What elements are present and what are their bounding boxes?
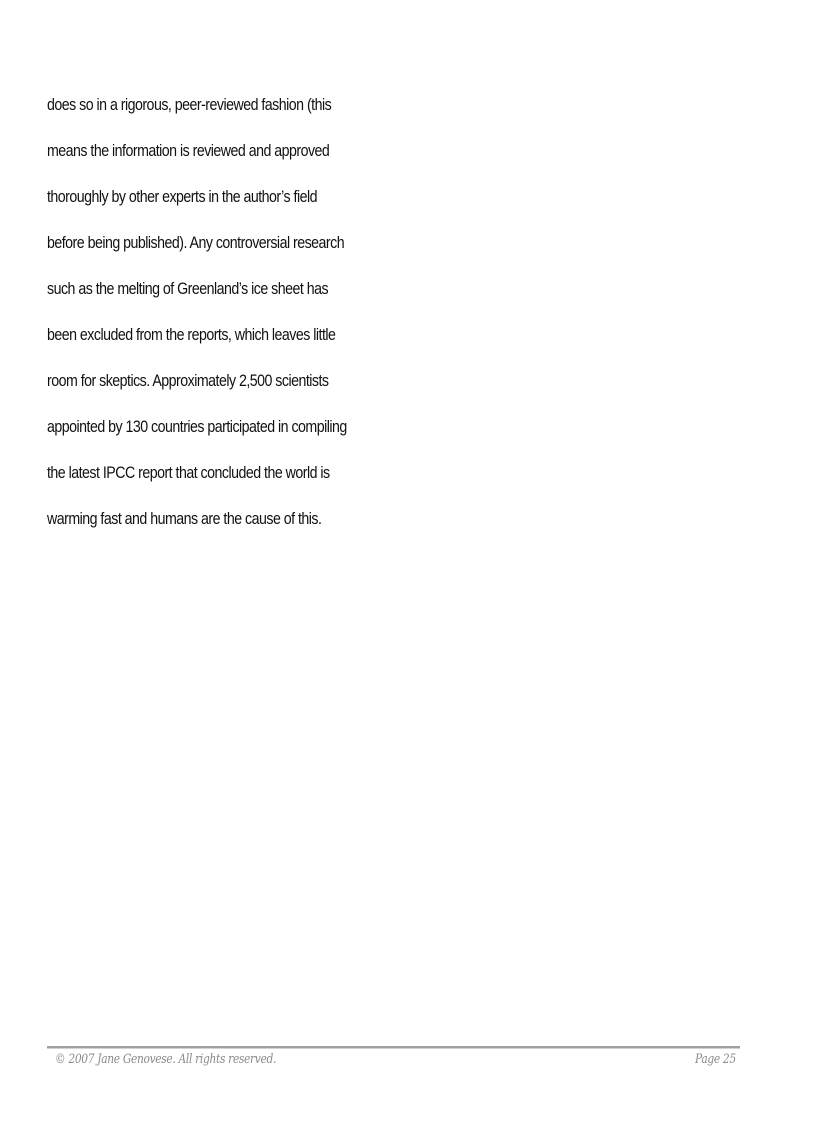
footer-copyright: © 2007 Jane Genovese. All rights reserved.	[55, 1052, 277, 1067]
paragraph-line: does so in a rigorous, peer-reviewed fashion (this	[47, 96, 332, 114]
body-paragraph	[47, 88, 427, 548]
page-number: Page 25	[695, 1052, 736, 1067]
paragraph-line: such as the melting of Greenland’s ice sheet has	[47, 280, 329, 298]
paragraph-line: thoroughly by other experts in the author’s field	[47, 188, 317, 206]
paragraph-line: warming fast and humans are the cause of this.	[47, 510, 322, 528]
paragraph-line: appointed by 130 countries participated in compiling	[47, 418, 347, 436]
paragraph-line: been excluded from the reports, which leaves little	[47, 326, 336, 344]
footer-divider	[47, 1046, 740, 1049]
paragraph-line: room for skeptics. Approximately 2,500 scientists	[47, 372, 329, 390]
paragraph-line: before being published). Any controversial research	[47, 234, 345, 252]
paragraph-line: means the information is reviewed and approved	[47, 142, 330, 160]
paragraph-line: the latest IPCC report that concluded the world is	[47, 464, 330, 482]
